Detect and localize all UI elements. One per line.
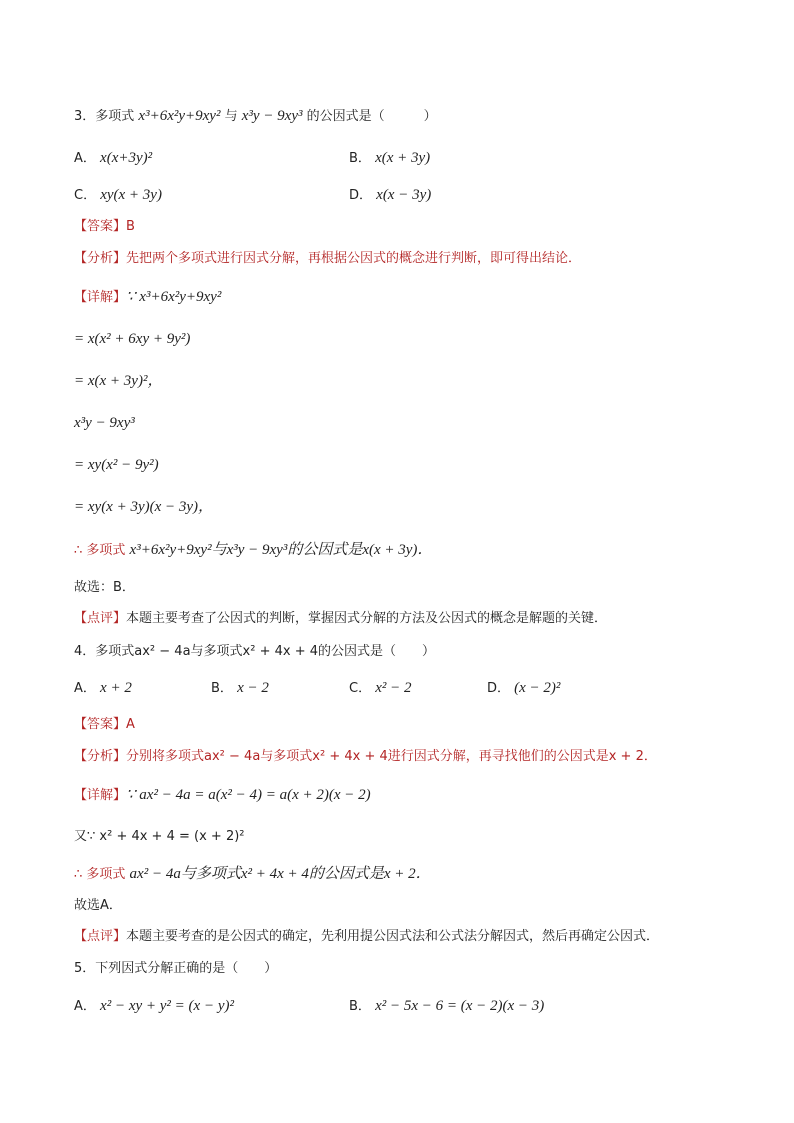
- q3-option-c: C． xy(x + 3y): [74, 187, 162, 203]
- q4-conclusion: ∴ 多项式 ax² − 4a与多项式x² + 4x + 4的公因式是x + 2．: [74, 866, 431, 882]
- q3-conclusion: ∴ 多项式 x³+6x²y+9xy²与x³y − 9xy³的公因式是x(x + 3y)．: [74, 542, 433, 558]
- q3-step-3: x³y − 9xy³: [74, 415, 135, 431]
- q4-option-d: D． (x − 2)²: [487, 680, 561, 696]
- q3-answer: 【答案】B: [74, 219, 135, 234]
- q3-analysis: 【分析】先把两个多项式进行因式分解，再根据公因式的概念进行判断，即可得出结论．: [74, 251, 582, 266]
- q3-step-2: = x(x + 3y)²，: [74, 373, 163, 389]
- q4-comment: 【点评】本题主要考查的是公因式的确定，先利用提公因式法和公式法分解因式，然后再确定公因式．: [74, 929, 660, 944]
- q4-answer: 【答案】A: [74, 717, 135, 732]
- q3-detail: 【详解】∵ x³+6x²y+9xy²: [74, 289, 222, 305]
- q4-option-c: C． x² − 2: [349, 680, 412, 696]
- q3-option-a: A． x(x+3y)²: [74, 150, 153, 166]
- q3-choose: 故选：B．: [74, 580, 135, 595]
- q4-again: 又∵ x² + 4x + 4 = (x + 2)²: [74, 829, 245, 844]
- q4-option-a: A． x + 2: [74, 680, 132, 696]
- q4-choose: 故选A．: [74, 898, 122, 913]
- q3-step-5: = xy(x + 3y)(x − 3y)，: [74, 499, 214, 515]
- q3-option-b: B． x(x + 3y): [349, 150, 431, 166]
- q3-comment: 【点评】本题主要考查了公因式的判断，掌握因式分解的方法及公因式的概念是解题的关键．: [74, 611, 608, 626]
- q3-stem: 3．多项式 x³+6x²y+9xy² 与 x³y − 9xy³ 的公因式是（ ）: [74, 108, 437, 124]
- q4-stem: 4．多项式ax² − 4a与多项式x² + 4x + 4的公因式是（ ）: [74, 644, 435, 659]
- q3-step-4: = xy(x² − 9y²): [74, 457, 159, 473]
- q5-option-b: B． x² − 5x − 6 = (x − 2)(x − 3): [349, 998, 545, 1014]
- q3-option-d: D． x(x − 3y): [349, 187, 432, 203]
- q3-step-1: = x(x² + 6xy + 9y²): [74, 331, 191, 347]
- q4-option-b: B． x − 2: [211, 680, 269, 696]
- q5-option-a: A． x² − xy + y² = (x − y)²: [74, 998, 234, 1014]
- q5-stem: 5．下列因式分解正确的是（ ）: [74, 961, 278, 976]
- q4-analysis: 【分析】分别将多项式ax² − 4a与多项式x² + 4x + 4进行因式分解，再寻找他们的公因式是x + 2．: [74, 749, 657, 764]
- q4-detail: 【详解】∵ ax² − 4a = a(x² − 4) = a(x + 2)(x − 2): [74, 787, 371, 803]
